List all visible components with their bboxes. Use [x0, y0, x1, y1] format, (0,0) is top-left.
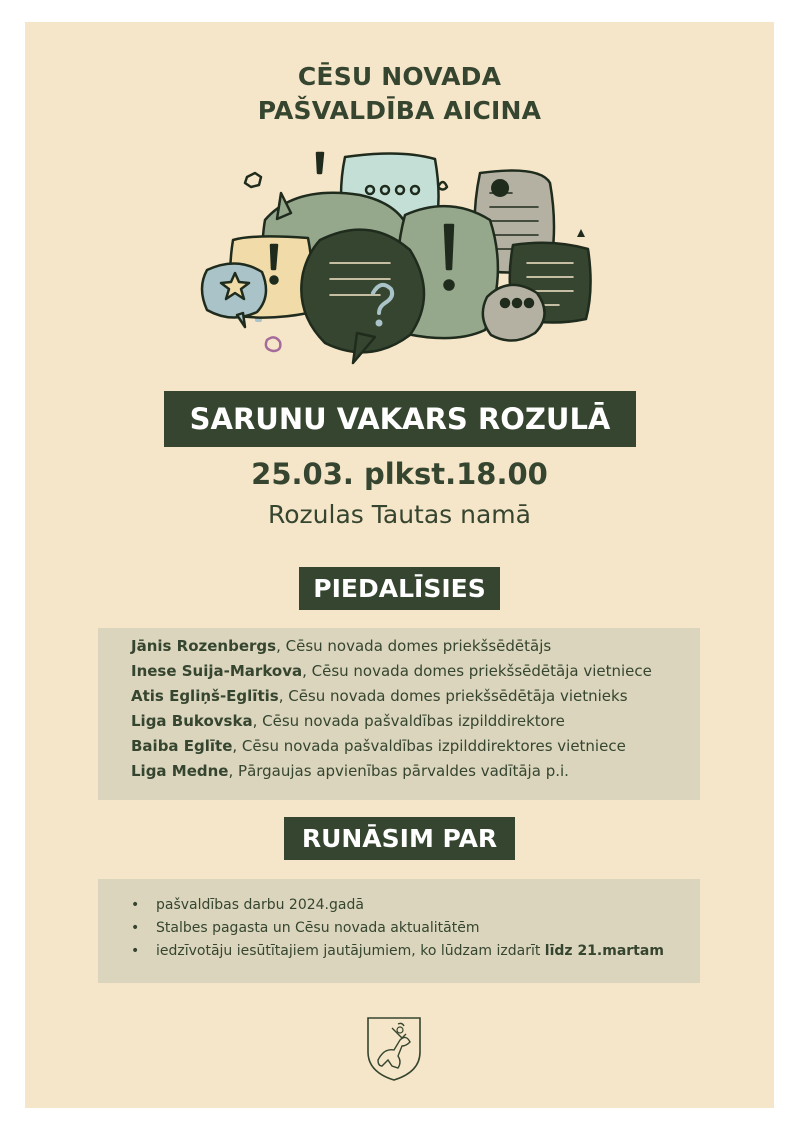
- speech-bubbles-illustration: [195, 145, 605, 375]
- event-title-banner: SARUNU VAKARS ROZULĀ: [164, 391, 636, 447]
- topics-heading: RUNĀSIM PAR: [284, 817, 515, 860]
- participant-name: Liga Bukovska: [131, 712, 253, 730]
- participant-role: , Cēsu novada domes priekšsēdētāja vietniece: [302, 662, 652, 680]
- participant-role: , Cēsu novada pašvaldības izpilddirektore: [252, 712, 565, 730]
- topics-panel: [98, 879, 700, 983]
- topic-deadline: līdz 21.martam: [544, 943, 664, 959]
- participants-heading: PIEDALĪSIES: [299, 567, 500, 610]
- participant-role: , Pārgaujas apvienības pārvaldes vadītāja p.i.: [228, 762, 569, 780]
- topic-text: iedzīvotāju iesūtītajiem jautājumiem, ko lūdzam izdarīt: [156, 943, 545, 959]
- topic-text: pašvaldības darbu 2024.gadā: [156, 897, 364, 913]
- participant-item: [131, 634, 700, 659]
- participant-name: Baiba Eglīte: [131, 737, 233, 755]
- participant-item: [131, 734, 700, 759]
- participant-item: [131, 709, 700, 734]
- participant-item: [131, 659, 700, 684]
- participant-name: Jānis Rozenbergs: [131, 637, 277, 655]
- participant-item: [131, 759, 700, 784]
- participant-item: [131, 684, 700, 709]
- participant-role: , Cēsu novada pašvaldības izpilddirektores vietniece: [232, 737, 626, 755]
- participant-role: , Cēsu novada domes priekšsēdētājs: [276, 637, 552, 655]
- organizer-line-1: CĒSU NOVADA: [297, 62, 502, 91]
- coat-of-arms-icon: [364, 1014, 424, 1084]
- participant-role: , Cēsu novada domes priekšsēdētāja vietnieks: [278, 687, 628, 705]
- organizer-title: [0, 60, 799, 128]
- topic-item: [131, 917, 700, 940]
- participant-name: Inese Suija-Markova: [131, 662, 303, 680]
- event-date-time: 25.03. plkst.18.00: [251, 457, 548, 491]
- bullet-icon: •: [131, 897, 140, 913]
- participants-panel: [98, 628, 700, 800]
- topic-item: [131, 940, 700, 963]
- topic-text: Stalbes pagasta un Cēsu novada aktualitātēm: [156, 920, 480, 936]
- participant-name: Atis Egliņš-Eglītis: [131, 687, 279, 705]
- event-place: Rozulas Tautas namā: [268, 500, 531, 529]
- bullet-icon: •: [131, 920, 140, 936]
- organizer-line-2: PAŠVALDĪBA AICINA: [257, 96, 542, 125]
- topic-item: [131, 894, 700, 917]
- participant-name: Liga Medne: [131, 762, 229, 780]
- bullet-icon: •: [131, 943, 140, 959]
